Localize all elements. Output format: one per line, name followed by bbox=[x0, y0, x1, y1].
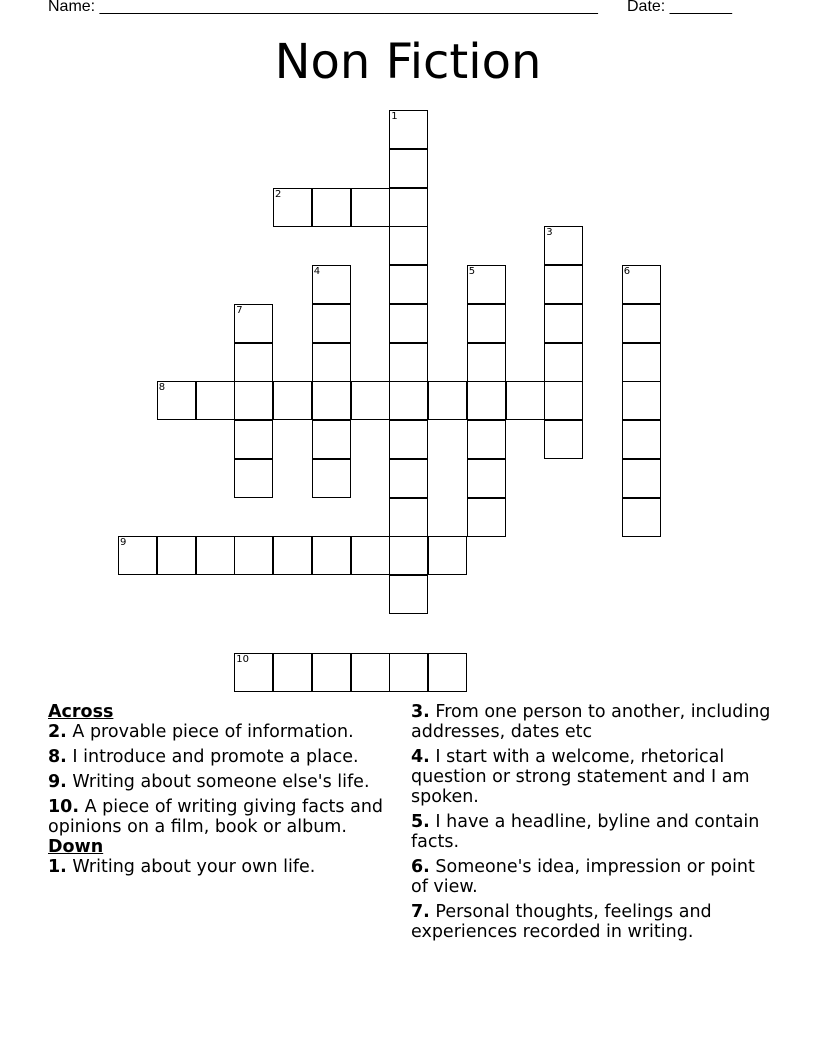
crossword-cell[interactable] bbox=[312, 265, 351, 304]
clue-text: A piece of writing giving facts and opinions on a film, book or album. bbox=[48, 797, 384, 837]
clue-down-3 bbox=[411, 702, 771, 742]
crossword-cell[interactable] bbox=[351, 381, 390, 420]
clue-number: 2. bbox=[48, 722, 67, 742]
crossword-cell[interactable] bbox=[389, 459, 428, 498]
crossword-cell[interactable] bbox=[118, 536, 157, 575]
crossword-cell[interactable] bbox=[351, 653, 390, 692]
crossword-cell[interactable] bbox=[234, 304, 273, 343]
crossword-cell[interactable] bbox=[312, 304, 351, 343]
crossword-cell[interactable] bbox=[234, 536, 273, 575]
crossword-cell[interactable] bbox=[389, 498, 428, 537]
crossword-cell[interactable] bbox=[157, 381, 196, 420]
crossword-cell[interactable] bbox=[234, 653, 273, 692]
crossword-cell[interactable] bbox=[544, 304, 583, 343]
clue-number: 10. bbox=[48, 797, 80, 817]
crossword-cell[interactable] bbox=[622, 265, 661, 304]
crossword-cell[interactable] bbox=[622, 381, 661, 420]
crossword-cell[interactable] bbox=[312, 188, 351, 227]
clue-number: 5. bbox=[411, 812, 430, 832]
clue-number-label: 1 bbox=[391, 111, 398, 122]
clue-number-label: 7 bbox=[236, 304, 243, 316]
clue-number-label: 2 bbox=[275, 188, 282, 200]
clue-number: 1. bbox=[48, 857, 67, 877]
crossword-cell[interactable] bbox=[273, 536, 312, 575]
clue-number-label: 10 bbox=[236, 653, 249, 665]
crossword-cell[interactable] bbox=[389, 304, 428, 343]
crossword-cell[interactable] bbox=[467, 420, 506, 459]
clue-text: A provable piece of information. bbox=[72, 722, 354, 742]
crossword-cell[interactable] bbox=[389, 188, 428, 227]
crossword-cell[interactable] bbox=[467, 265, 506, 304]
crossword-cell[interactable] bbox=[312, 420, 351, 459]
clue-text: Writing about your own life. bbox=[72, 857, 316, 877]
crossword-cell[interactable] bbox=[312, 536, 351, 575]
crossword-cell[interactable] bbox=[389, 381, 428, 420]
crossword-cell[interactable] bbox=[273, 381, 312, 420]
crossword-cell[interactable] bbox=[544, 420, 583, 459]
crossword-cell[interactable] bbox=[428, 653, 467, 692]
crossword-cell[interactable] bbox=[428, 536, 467, 575]
crossword-cell[interactable] bbox=[389, 575, 428, 614]
clue-text: I introduce and promote a place. bbox=[72, 747, 359, 767]
crossword-cell[interactable] bbox=[622, 459, 661, 498]
crossword-cell[interactable] bbox=[351, 188, 390, 227]
clue-text: Writing about someone else's life. bbox=[72, 772, 370, 792]
clue-text: From one person to another, including addresses, dates etc bbox=[411, 702, 771, 742]
clue-number-label: 3 bbox=[546, 227, 553, 239]
clue-down-1 bbox=[48, 857, 393, 877]
crossword-cell[interactable] bbox=[467, 304, 506, 343]
clue-number: 4. bbox=[411, 747, 430, 767]
clue-number: 3. bbox=[411, 702, 430, 722]
clue-down-5 bbox=[411, 812, 771, 852]
clue-number-label: 8 bbox=[158, 382, 166, 394]
clue-number-label: 4 bbox=[313, 266, 321, 277]
clue-number: 6. bbox=[411, 857, 430, 877]
clue-across-9 bbox=[48, 772, 393, 792]
crossword-cell[interactable] bbox=[544, 381, 583, 420]
clue-number-label: 6 bbox=[623, 266, 631, 277]
name-field: Name: ________________________________________________________ bbox=[48, 0, 598, 15]
crossword-cell[interactable] bbox=[467, 459, 506, 498]
clue-number: 9. bbox=[48, 772, 67, 792]
clue-text: I have a headline, byline and contain facts. bbox=[411, 812, 760, 852]
crossword-cell[interactable] bbox=[389, 226, 428, 265]
clue-down-7 bbox=[411, 902, 771, 942]
crossword-cell[interactable] bbox=[312, 343, 351, 382]
clue-across-10 bbox=[48, 797, 393, 837]
crossword-cell[interactable] bbox=[467, 498, 506, 537]
crossword-cell[interactable] bbox=[389, 110, 428, 149]
clue-number: 8. bbox=[48, 747, 67, 767]
clue-text: I start with a welcome, rhetorical question or strong statement and I am spoken. bbox=[411, 747, 750, 807]
crossword-cell[interactable] bbox=[234, 381, 273, 420]
crossword-cell[interactable] bbox=[273, 653, 312, 692]
crossword-cell[interactable] bbox=[389, 149, 428, 188]
clue-number-label: 9 bbox=[120, 537, 127, 549]
crossword-cell[interactable] bbox=[544, 265, 583, 304]
crossword-cell[interactable] bbox=[389, 265, 428, 304]
clue-across-2 bbox=[48, 722, 393, 742]
crossword-cell[interactable] bbox=[273, 188, 312, 227]
clues-left-column bbox=[48, 702, 393, 882]
clue-text: Personal thoughts, feelings and experiences recorded in writing. bbox=[411, 902, 712, 942]
crossword-cell[interactable] bbox=[428, 381, 467, 420]
crossword-cell[interactable] bbox=[234, 343, 273, 382]
crossword-cell[interactable] bbox=[157, 536, 196, 575]
crossword-cell[interactable] bbox=[467, 381, 506, 420]
clue-text: Someone's idea, impression or point of view. bbox=[411, 857, 755, 897]
page-title: Non Fiction bbox=[274, 34, 542, 90]
crossword-cell[interactable] bbox=[312, 459, 351, 498]
clue-down-6 bbox=[411, 857, 771, 897]
crossword-cell[interactable] bbox=[389, 343, 428, 382]
crossword-cell[interactable] bbox=[544, 226, 583, 265]
crossword-cell[interactable] bbox=[234, 420, 273, 459]
crossword-cell[interactable] bbox=[622, 420, 661, 459]
across-heading: Across bbox=[48, 702, 114, 722]
crossword-cell[interactable] bbox=[312, 381, 351, 420]
clue-number: 7. bbox=[411, 902, 430, 922]
crossword-cell[interactable] bbox=[389, 653, 428, 692]
crossword-cell[interactable] bbox=[234, 459, 273, 498]
clue-across-8 bbox=[48, 747, 393, 767]
crossword-cell[interactable] bbox=[622, 343, 661, 382]
crossword-cell[interactable] bbox=[622, 304, 661, 343]
crossword-cell[interactable] bbox=[389, 420, 428, 459]
clue-down-4 bbox=[411, 747, 771, 807]
crossword-cell[interactable] bbox=[196, 381, 235, 420]
crossword-cell[interactable] bbox=[622, 498, 661, 537]
crossword-cell[interactable] bbox=[312, 653, 351, 692]
crossword-cell[interactable] bbox=[196, 536, 235, 575]
clue-number-label: 5 bbox=[468, 266, 476, 277]
crossword-cell[interactable] bbox=[544, 343, 583, 382]
down-heading: Down bbox=[48, 837, 104, 857]
crossword-cell[interactable] bbox=[467, 343, 506, 382]
crossword-cell[interactable] bbox=[351, 536, 390, 575]
clues-right-column bbox=[411, 702, 771, 947]
date-field: Date: _______ bbox=[627, 0, 732, 15]
crossword-cell[interactable] bbox=[506, 381, 545, 420]
crossword-cell[interactable] bbox=[389, 536, 428, 575]
